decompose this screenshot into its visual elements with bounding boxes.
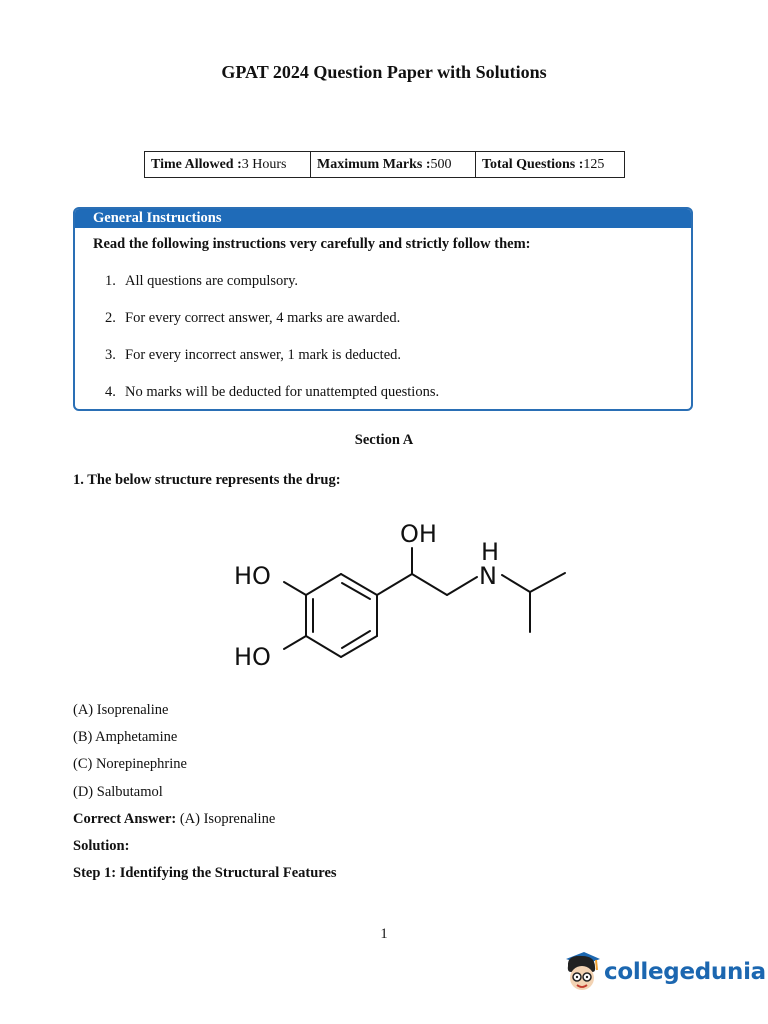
list-item-number: 3.	[105, 347, 116, 363]
list-item-text: For every correct answer, 4 marks are awarded.	[125, 310, 401, 326]
structure-label-h: H	[481, 538, 500, 566]
question-text: 1. The below structure represents the drug:	[73, 472, 341, 488]
option-a: (A) Isoprenaline	[73, 702, 169, 718]
total-questions-label: Total Questions :	[482, 156, 584, 172]
structure-label-ho-upper: HO	[234, 562, 271, 590]
list-item	[105, 310, 439, 347]
instructions-header: General Instructions	[75, 209, 691, 228]
option-d: (D) Salbutamol	[73, 783, 163, 800]
maximum-marks-value: 500	[430, 156, 452, 172]
list-item-number: 4.	[105, 384, 116, 400]
structure-label-ho-lower: HO	[234, 643, 271, 671]
list-item	[105, 384, 439, 411]
total-questions-cell	[476, 152, 625, 178]
instructions-lead: Read the following instructions very carefully and strictly follow them:	[93, 236, 531, 252]
list-item-text: All questions are compulsory.	[125, 273, 299, 289]
option-b: (B) Amphetamine	[73, 729, 178, 746]
total-questions-value: 125	[583, 156, 605, 172]
collegedunia-logo	[562, 950, 766, 994]
page-number: 1	[380, 926, 388, 942]
correct-answer-value: (A) Isoprenaline	[179, 810, 276, 827]
instructions-list	[105, 273, 439, 411]
page-title: GPAT 2024 Question Paper with Solutions	[221, 62, 547, 82]
structure-label-oh: OH	[400, 520, 437, 548]
maximum-marks-cell	[311, 152, 476, 178]
time-allowed-value: 3 Hours	[241, 156, 287, 172]
chemical-structure-diagram	[228, 512, 573, 672]
list-item-number: 1.	[105, 273, 116, 289]
general-instructions-box	[73, 207, 693, 411]
time-allowed-label: Time Allowed :	[151, 156, 242, 172]
section-heading: Section A	[354, 432, 414, 448]
structure-label-n: N	[479, 562, 497, 590]
list-item	[105, 347, 439, 384]
list-item-number: 2.	[105, 310, 116, 326]
correct-answer-line	[73, 811, 337, 838]
solution-label: Solution:	[73, 837, 130, 854]
maximum-marks-label: Maximum Marks :	[317, 156, 431, 172]
list-item-text: For every incorrect answer, 1 mark is deducted.	[125, 347, 402, 363]
logo-text: collegedunia	[604, 959, 766, 985]
exam-info-table	[144, 151, 625, 178]
option-c: (C) Norepinephrine	[73, 756, 187, 773]
answer-options	[73, 702, 337, 892]
list-item	[105, 273, 439, 310]
student-mascot-icon	[562, 950, 602, 994]
time-allowed-cell	[145, 152, 311, 178]
list-item-text: No marks will be deducted for unattempted questions.	[125, 384, 440, 400]
solution-step-1: Step 1: Identifying the Structural Features	[73, 865, 337, 882]
correct-answer-label: Correct Answer:	[73, 810, 177, 827]
